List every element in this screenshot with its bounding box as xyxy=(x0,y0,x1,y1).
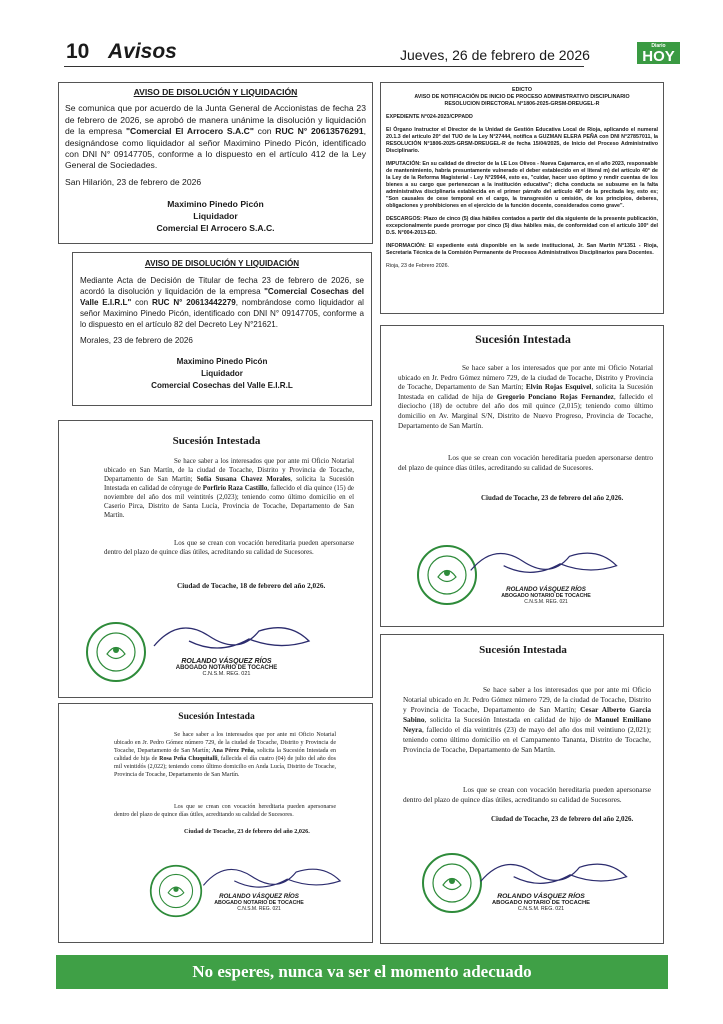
succession-heirs-text: Los que se crean con vocación hereditaria pueden apersonarse dentro del plazo de quince días útiles, acreditando su calidad de Sucesores. xyxy=(403,785,651,804)
notary-seal-icon xyxy=(421,852,483,914)
signer-company: Comercial El Arrocero S.A.C. xyxy=(156,223,275,234)
notary-seal-icon xyxy=(149,864,203,918)
edicto-informacion: INFORMACIÓN: El expediente está disponible en la sede institucional, Jr. San Martín N°1351 - Rioja, Secretaria Técnica de la Comisión Permanente de Procesos Administrativos Disciplinarios para Docentes. xyxy=(386,243,658,256)
logo-small-text: Diario xyxy=(651,43,666,49)
notary-title: ABOGADO NOTARIO DE TOCACHE xyxy=(491,900,590,906)
signature-icon xyxy=(476,847,636,897)
signer-role: Liquidador xyxy=(193,211,238,222)
notary-title: ABOGADO NOTARIO DE TOCACHE xyxy=(501,593,591,599)
signer-name: Maximino Pinedo Picón xyxy=(167,199,264,210)
page-number: 10 xyxy=(66,40,90,63)
notary-registration: C.N.S.M. REG. 021 xyxy=(202,671,251,677)
succession-body: Se hace saber a los interesados que por ante mi Oficio Notarial ubicado en Jr. Pedro Gómez número 729, de la ciudad de Tocache, Distrito y Provincia de Tocache, Departamento de San Martín; Ana Pérez Peña, solicita la Sucesión Intestada en calidad de hija de Rosa Peña Chuquitalli, fallecida el día cuatro (04) de julio del año dos mil veintidós (2,022); teniendo como último domicilio en Anda Lucía, Distrito de Tocache, Provincia de Tocache, Departamento de San Martín. xyxy=(114,732,336,778)
succession-notice-2 xyxy=(380,325,664,627)
notice-place-date: San Hilarión, 23 de febrero de 2026 xyxy=(65,176,202,187)
section-title: Avisos xyxy=(108,40,177,63)
succession-heirs-text: Los que se crean con vocación hereditaria pueden apersonarse dentro del plazo de quince días útiles, acreditando su calidad de Sucesores. xyxy=(114,804,336,818)
succession-place-date: Ciudad de Tocache, 23 de febrero del año 2,026. xyxy=(491,815,634,823)
succession-notice-1 xyxy=(58,420,373,698)
succession-place-date: Ciudad de Tocache, 23 de febrero del año 2,026. xyxy=(481,494,624,502)
succession-place-date: Ciudad de Tocache, 23 de febrero del año 2,026. xyxy=(184,828,310,835)
notary-registration: C.N.S.M. REG. 021 xyxy=(517,906,565,912)
succession-place-date: Ciudad de Tocache, 18 de febrero del año 2,026. xyxy=(177,581,326,590)
edicto-title: EDICTO xyxy=(512,87,532,93)
notary-registration: C.N.S.M. REG. 021 xyxy=(237,906,281,912)
edicto-expediente: EXPEDIENTE N°024-2023/CPPADD xyxy=(386,114,473,120)
notice-disolucion-arrocero xyxy=(58,82,373,244)
notary-registration: C.N.S.M. REG. 021 xyxy=(524,599,568,605)
notice-disolucion-cosechas xyxy=(72,252,372,406)
footer-slogan-banner: No esperes, nunca va ser el momento adecuado xyxy=(56,955,668,989)
succession-title: Sucesión Intestada xyxy=(172,435,261,447)
succession-body: Se hace saber a los interesados que por ante mi Oficio Notarial ubicado en Jr. Pedro Gómez número 729, de la ciudad de Tocache, Distrito y Provincia de Tocache, Departamento de San Martín; Elvin Rojas Esquivel, solicita la Sucesión Intestada en calidad de hija de Gregorio Ponciano Rojas Fernandez, fallecido el dieciocho (18) de octubre del año dos mil quince (2,015); teniendo como último domicilio en Av. Marginal S/N, Distrito de Nuevo Progreso, Provincia de Tocache, Departamento de San Martín. xyxy=(398,364,654,430)
succession-notice-4 xyxy=(380,634,664,944)
notary-name: ROLANDO VÁSQUEZ RÍOS xyxy=(497,893,585,900)
edicto-imputacion: IMPUTACIÓN: En su calidad de director de la I.E Los Olivos - Nueva Cajamarca, en el año 2023, responsable de mantenimiento, habría presuntamente vulnerado el deber establecido en el literal m) del artículo 40° de la Ley de la Reforma Magisterial - Ley N°29944, esto es, "cuidar, hacer uso óptimo y rendir cuentas de los bienes a su cargo que pertenezcan a la institución educativa"; dicha conducta se subsume en la falta administrativa disciplinaria establecida en el primer párrafo del artículo 48° de la precitada ley, esto es; "Son causales de cese temporal en el cargo, la transgresión u omisión, de los principios, deberes, obligaciones y prohibiciones en el ejercicio de la función docente, considerados como grave". xyxy=(386,161,658,209)
signer-company: Comercial Cosechas del Valle E.I.R.L xyxy=(151,381,293,390)
notice-title: AVISO DE DISOLUCIÓN Y LIQUIDACIÓN xyxy=(133,87,298,97)
notice-body: Mediante Acta de Decisión de Titular de fecha 23 de febrero de 2026, se acordó la disolución y liquidación de la empresa "Comercial Cosechas del Valle E.I.R.L" con RUC N° 20613442279, nombrándose como liquidador al señor Maximino Pinedo Picón, identificado con DNI N° 09147705, conforme a lo dispuesto en el artículo 82 del Decreto Ley N°21621. xyxy=(80,276,364,329)
succession-body: Se hace saber a los interesados que por ante mi Oficio Notarial ubicado en Jr. Pedro Gómez número 729, de la ciudad de Tocache, Distrito y Provincia de Tocache, Departamento de San Martín; Cesar Alberto Garcia Sabino, solicita la Sucesión Intestada en calidad de hijo de Manuel Emiliano Neyra, fallecido el día veintitrés (23) de mayo del año dos mil veintiuno (2,021); teniendo como último domicilio en el Campamento Tananta, Distrito de Tocache, Provincia de Tocache, Departamento de San Martín. xyxy=(403,685,651,754)
notary-title: ABOGADO NOTARIO DE TOCACHE xyxy=(175,665,278,671)
notary-name: ROLANDO VÁSQUEZ RÍOS xyxy=(219,893,299,900)
header-rule xyxy=(64,66,584,67)
succession-body: Se hace saber a los interesados que por ante mi Oficio Notarial ubicado en San Martín, de la ciudad de Tocache, Distrito y Provincia de Tocache, Departamento de San Martín; Sofía Susana Chavez Morales, solicita la Sucesión Intestada en calidad de cónyuge de Porfirio Raza Castillo, fallecido el día quince (15) de noviembre del año dos mil veintitrés (2,023); teniendo como último domicilio en el Caserio Pirca, Distrito de Santa Lucía, Provincia de Tocache, Departamento de San Martín. xyxy=(104,458,354,519)
succession-heirs-text: Los que se crean con vocación hereditaria pueden apersonarse dentro del plazo de quince días útiles, acreditando su calidad de Sucesores. xyxy=(398,454,653,472)
notice-body: Se comunica que por acuerdo de la Junta General de Accionistas de fecha 23 de febrero de 2026, se aprobó de manera unánime la disolución y liquidación de la empresa "Comercial El Arrocero S.A.C" con RUC N° 20613576291, designándose como liquidador al señor Maximino Pinedo Picón, identificado con DNI N° 09147705, conforme a lo dispuesto en el artículo 412 de la Ley General de Sociedades. xyxy=(65,103,366,171)
signer-name: Maximino Pinedo Picón xyxy=(176,357,268,366)
signer-role: Liquidador xyxy=(201,369,243,378)
succession-notice-3 xyxy=(58,703,373,943)
signature-icon xyxy=(466,536,626,586)
signature-icon xyxy=(149,611,319,661)
notice-title: AVISO DE DISOLUCIÓN Y LIQUIDACIÓN xyxy=(144,259,300,268)
notary-name: ROLANDO VÁSQUEZ RÍOS xyxy=(506,586,586,593)
notary-name: ROLANDO VÁSQUEZ RÍOS xyxy=(181,658,272,665)
edicto-resolution: RESOLUCION DIRECTORAL N°1806-2025-GRSM-DREUGEL-R xyxy=(444,101,600,107)
newspaper-logo xyxy=(637,42,680,64)
succession-heirs-text: Los que se crean con vocación hereditaria pueden apersonarse dentro del plazo de quince días útiles, acreditando su calidad de Sucesores. xyxy=(104,539,354,556)
edicto-paragraph: El Órgano Instructor el Director de la Unidad de Gestión Educativa Local de Rioja, aplicando el numeral 20.1.3 del artículo 20° del TUO de la Ley N°27444, notifica a GUZMAN ELERA PEÑA con DNI N°27857011, la RESOLUCIÓN N°1806-2025-GRSM-DREUGEL-R de fecha 15/04/2025, de Inicio del Proceso Administrativo Disciplinario. xyxy=(386,127,658,154)
succession-title: Sucesión Intestada xyxy=(178,711,255,722)
notice-place-date: Morales, 23 de febrero de 2026 xyxy=(80,336,193,345)
notary-title: ABOGADO NOTARIO DE TOCACHE xyxy=(214,900,304,906)
notary-seal-icon xyxy=(85,621,147,683)
edicto-descargos: DESCARGOS: Plazo de cinco (5) días hábiles contados a partir del día siguiente de la presente publicación, excepcionalmente puede prorrogar por cinco (5) días hábiles más, de conformidad con el artículo 100° del D.S. N°004-2013-ED. xyxy=(386,216,658,236)
edicto-place-date: Rioja, 23 de Febrero 2026. xyxy=(386,263,450,269)
logo-main-text: HOY xyxy=(642,48,675,65)
edicto-subtitle: AVISO DE NOTIFICACIÓN DE INICIO DE PROCESO ADMINISTRATIVO DISCIPLINARIO xyxy=(414,94,630,100)
succession-title: Sucesión Intestada xyxy=(475,332,571,346)
edicto-notice xyxy=(380,82,664,314)
issue-date: Jueves, 26 de febrero de 2026 xyxy=(400,47,590,63)
succession-title: Sucesión Intestada xyxy=(479,644,567,656)
